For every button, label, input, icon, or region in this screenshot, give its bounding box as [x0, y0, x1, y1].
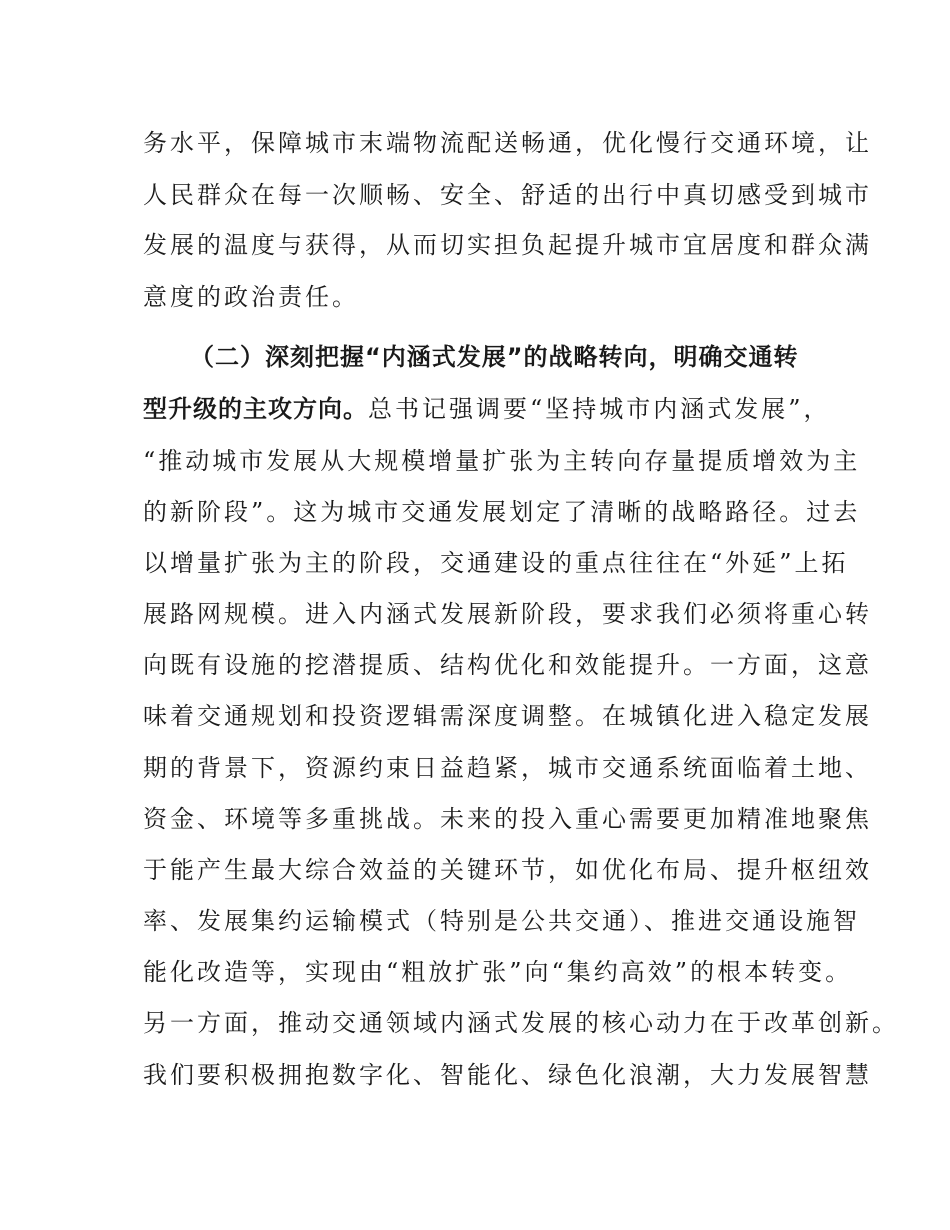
paragraph-2-line-14: 我们要积极拥抱数字化、智能化、绿色化浪潮，大力发展智慧: [143, 1061, 872, 1089]
paragraph-2-line-3: 的新阶段”。这为城市交通发展划定了清晰的战略路径。过去: [143, 498, 861, 526]
paragraph-1-line-2: 人民群众在每一次顺畅、安全、舒适的出行中真切感受到城市: [143, 181, 872, 209]
paragraph-2-line-2: “推动城市发展从大规模增量扩张为主转向存量提质增效为主: [143, 447, 861, 475]
section-heading-line-2: 型升级的主攻方向。: [143, 395, 368, 423]
paragraph-2-line-4: 以增量扩张为主的阶段，交通建设的重点往往在“外延”上拓: [143, 549, 849, 577]
paragraph-2-line-6: 向既有设施的挖潜提质、结构优化和效能提升。一方面，这意: [143, 651, 872, 679]
section-heading-line-1: （二）深刻把握“内涵式发展”的战略转向，明确交通转: [190, 343, 799, 371]
paragraph-2-line-5: 展路网规模。进入内涵式发展新阶段，要求我们必须将重心转: [143, 600, 872, 628]
paragraph-2-line-1: [143, 394, 831, 424]
paragraph-2-line-11: 率、发展集约运输模式（特别是公共交通）、推进交通设施智: [143, 907, 860, 935]
paragraph-2-line-10: 于能产生最大综合效益的关键环节，如优化布局、提升枢纽效: [143, 856, 872, 884]
paragraph-1-line-4: 意度的政治责任。: [143, 283, 359, 311]
paragraph-1-line-1: 务水平，保障城市末端物流配送畅通，优化慢行交通环境，让: [143, 129, 872, 157]
paragraph-2-line-7: 味着交通规划和投资逻辑需深度调整。在城镇化进入稳定发展: [143, 702, 872, 730]
paragraph-2-line-1-text: 总书记强调要“坚持城市内涵式发展”，: [368, 395, 831, 423]
paragraph-2-line-8: 期的背景下，资源约束日益趋紧，城市交通系统面临着土地、: [143, 754, 872, 782]
paragraph-2-line-13: 另一方面，推动交通领域内涵式发展的核心动力在于改革创新。: [143, 1009, 899, 1037]
paragraph-2-line-12: 能化改造等，实现由“粗放扩张”向“集约高效”的根本转变。: [143, 958, 853, 986]
paragraph-2-line-9: 资金、环境等多重挑战。未来的投入重心需要更加精准地聚焦: [143, 805, 872, 833]
paragraph-1-line-3: 发展的温度与获得，从而切实担负起提升城市宜居度和群众满: [143, 231, 872, 259]
